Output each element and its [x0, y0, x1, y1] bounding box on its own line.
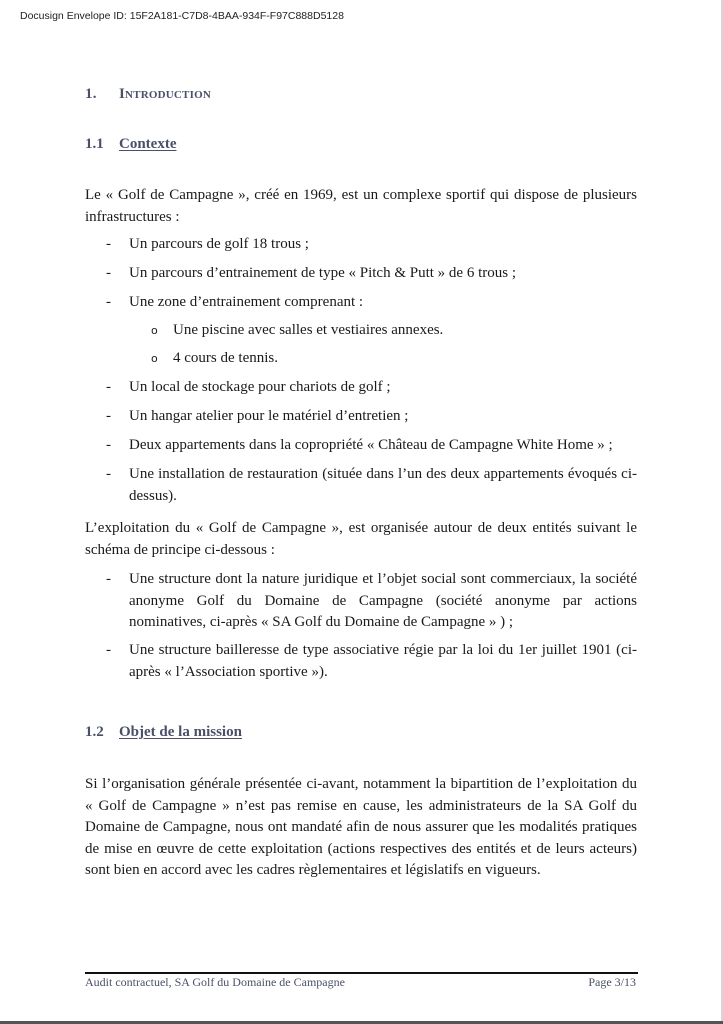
list-item	[85, 263, 637, 285]
list-item	[85, 292, 637, 314]
organisation-paragraph: L’exploitation du « Golf de Campagne », est organisée autour de deux entités suivant le schéma de principe ci-dessous :	[85, 520, 637, 558]
section-heading-introduction	[85, 86, 211, 103]
circle-bullet-icon: o	[151, 352, 158, 365]
footer-divider	[85, 972, 638, 974]
entity-list-item	[85, 640, 637, 683]
entity-list-item	[85, 569, 637, 634]
subsection-number: 1.2	[85, 724, 104, 740]
sub-list-item-text: Une piscine avec salles et vestiaires annexes.	[173, 322, 444, 338]
list-item	[85, 234, 637, 256]
circle-bullet-icon: o	[151, 324, 158, 337]
list-item-text: Une installation de restauration (située dans l’un des deux appartements évoqués ci-dessus).	[129, 466, 637, 504]
list-item-text: Un parcours d’entrainement de type « Pitch & Putt » de 6 trous ;	[129, 265, 517, 281]
subsection-heading-objet-mission	[85, 724, 242, 741]
dash-bullet-icon: -	[106, 437, 111, 453]
list-item	[85, 377, 637, 399]
section-number: 1.	[85, 86, 97, 102]
dash-bullet-icon: -	[106, 294, 111, 310]
dash-bullet-icon: -	[106, 408, 111, 424]
list-item	[85, 464, 637, 507]
dash-bullet-icon: -	[106, 642, 111, 658]
footer-page-number: Page 3/13	[588, 975, 636, 989]
context-intro-paragraph: Le « Golf de Campagne », créé en 1969, est un complexe sportif qui dispose de plusieurs infrastructures :	[85, 187, 637, 225]
subsection-heading-contexte	[85, 136, 176, 153]
dash-bullet-icon: -	[106, 379, 111, 395]
list-item-text: Une zone d’entrainement comprenant :	[129, 294, 364, 310]
subsection-title: Objet de la mission	[119, 724, 242, 740]
entity-item-text: Une structure bailleresse de type associative régie par la loi du 1er juillet 1901 (ci-après « l’Association sportive »).	[129, 642, 637, 680]
dash-bullet-icon: -	[106, 571, 111, 587]
list-item-text: Un hangar atelier pour le matériel d’entretien ;	[129, 408, 409, 424]
list-item	[85, 406, 637, 428]
subsection-number: 1.1	[85, 136, 104, 152]
list-item	[85, 435, 637, 457]
docusign-envelope-id: Docusign Envelope ID: 15F2A181-C7D8-4BAA-934F-F97C888D5128	[20, 10, 344, 22]
sub-list-item-text: 4 cours de tennis.	[173, 350, 278, 366]
sub-list-item	[85, 320, 637, 342]
mission-paragraph: Si l’organisation générale présentée ci-avant, notamment la bipartition de l’exploitation du « Golf de Campagne » n’est pas remise en cause, les administrateurs de la SA Golf du Domaine de Campagne, nous ont mandaté afin de nous assurer que les modalités pratiques de mise en œuvre de cette exploitation (actions respectives des entités et de leurs acteurs) sont bien en accord avec les cadres règlementaires et législatifs en vigueurs.	[85, 776, 637, 878]
section-title: Introduction	[119, 86, 211, 102]
dash-bullet-icon: -	[106, 265, 111, 281]
sub-list-item	[85, 348, 637, 370]
dash-bullet-icon: -	[106, 466, 111, 482]
entity-item-text: Une structure dont la nature juridique et l’objet social sont commerciaux, la société anonyme Golf du Domaine de Campagne (société anonyme par actions nominatives, ci-après « SA Golf du Domaine de Campagne » ) ;	[129, 571, 637, 630]
list-item-text: Un parcours de golf 18 trous ;	[129, 236, 309, 252]
list-item-text: Un local de stockage pour chariots de golf ;	[129, 379, 391, 395]
footer-document-title: Audit contractuel, SA Golf du Domaine de Campagne	[85, 975, 345, 989]
list-item-text: Deux appartements dans la copropriété « Château de Campagne White Home » ;	[129, 437, 613, 453]
dash-bullet-icon: -	[106, 236, 111, 252]
subsection-title: Contexte	[119, 136, 177, 152]
